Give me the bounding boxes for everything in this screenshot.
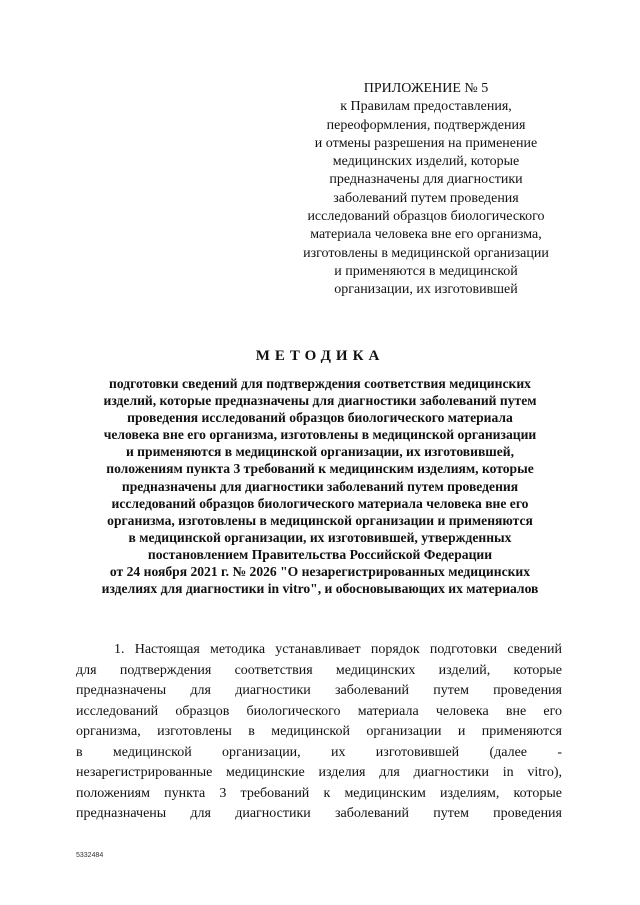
- subtitle-line: в медицинской организации, их изготовившей, утвержденных: [128, 529, 512, 545]
- appendix-line: и отмены разрешения на применение: [314, 135, 538, 151]
- appendix-line: к Правилам предоставления,: [340, 99, 512, 115]
- subtitle-line: предназначены для диагностики заболеваний путем проведения: [121, 478, 519, 494]
- appendix-line: изготовлены в медицинской организации: [303, 245, 549, 261]
- body-line: для подтверждения соответствия медицинских изделий, которые: [76, 662, 562, 678]
- subtitle-line: положениям пункта 3 требований к медицинским изделиям, которые: [106, 461, 534, 477]
- subtitle-line: проведения исследований образцов биологического материала: [127, 410, 513, 426]
- subtitle-line: подготовки сведений для подтверждения соответствия медицинских: [109, 376, 531, 391]
- subtitle-line: и применяются в медицинской организации, их изготовившей,: [125, 444, 515, 460]
- document-title: МЕТОДИКА: [255, 348, 385, 364]
- document-subtitle: [60, 375, 580, 597]
- body-line: организма, изготовлены в медицинской организации и применяются: [76, 724, 562, 739]
- appendix-line: заболеваний путем проведения: [333, 190, 519, 206]
- appendix-line: материала человека вне его организма,: [310, 227, 542, 243]
- body-line: исследований образцов биологического материала человека вне его: [76, 703, 562, 719]
- subtitle-line: человека вне его организма, изготовлены в медицинской организации: [103, 427, 537, 443]
- subtitle-line: организма, изготовлены в медицинской организации и применяются: [107, 512, 533, 528]
- body-line: незарегистрированные медицинские изделия для диагностики in vitro),: [76, 765, 562, 780]
- subtitle-line: изделиях для диагностики in vitro", и обосновывающих их материалов: [101, 581, 539, 597]
- appendix-line: организации, их изготовившей: [334, 282, 518, 298]
- appendix-line: переоформления, подтверждения: [326, 117, 526, 133]
- body-line: 1. Настоящая методика устанавливает порядок подготовки сведений: [114, 642, 562, 657]
- body-line: положениям пункта 3 требований к медицинским изделиям, которые: [76, 785, 562, 801]
- body-line: в медицинской организации, их изготовившей (далее -: [76, 744, 562, 760]
- appendix-line: предназначены для диагностики: [329, 172, 523, 188]
- body-paragraph: [76, 640, 562, 825]
- body-line: предназначены для диагностики заболеваний путем проведения: [76, 683, 562, 698]
- subtitle-line: постановлением Правительства Российской Федерации: [147, 546, 493, 562]
- appendix-line: и применяются в медицинской: [334, 263, 518, 279]
- body-line: предназначены для диагностики заболеваний путем проведения: [76, 806, 562, 821]
- appendix-line: исследований образцов биологического: [307, 209, 545, 225]
- subtitle-line: исследований образцов биологического материала человека вне его: [111, 495, 529, 511]
- subtitle-line: от 24 ноября 2021 г. № 2026 "О незарегистрированных медицинских: [109, 564, 531, 580]
- appendix-header: [290, 80, 562, 300]
- subtitle-line: изделий, которые предназначены для диагностики заболеваний путем: [103, 393, 537, 409]
- appendix-line: медицинских изделий, которые: [332, 154, 520, 170]
- appendix-line: ПРИЛОЖЕНИЕ № 5: [363, 81, 489, 96]
- document-id: 5332484: [76, 852, 104, 859]
